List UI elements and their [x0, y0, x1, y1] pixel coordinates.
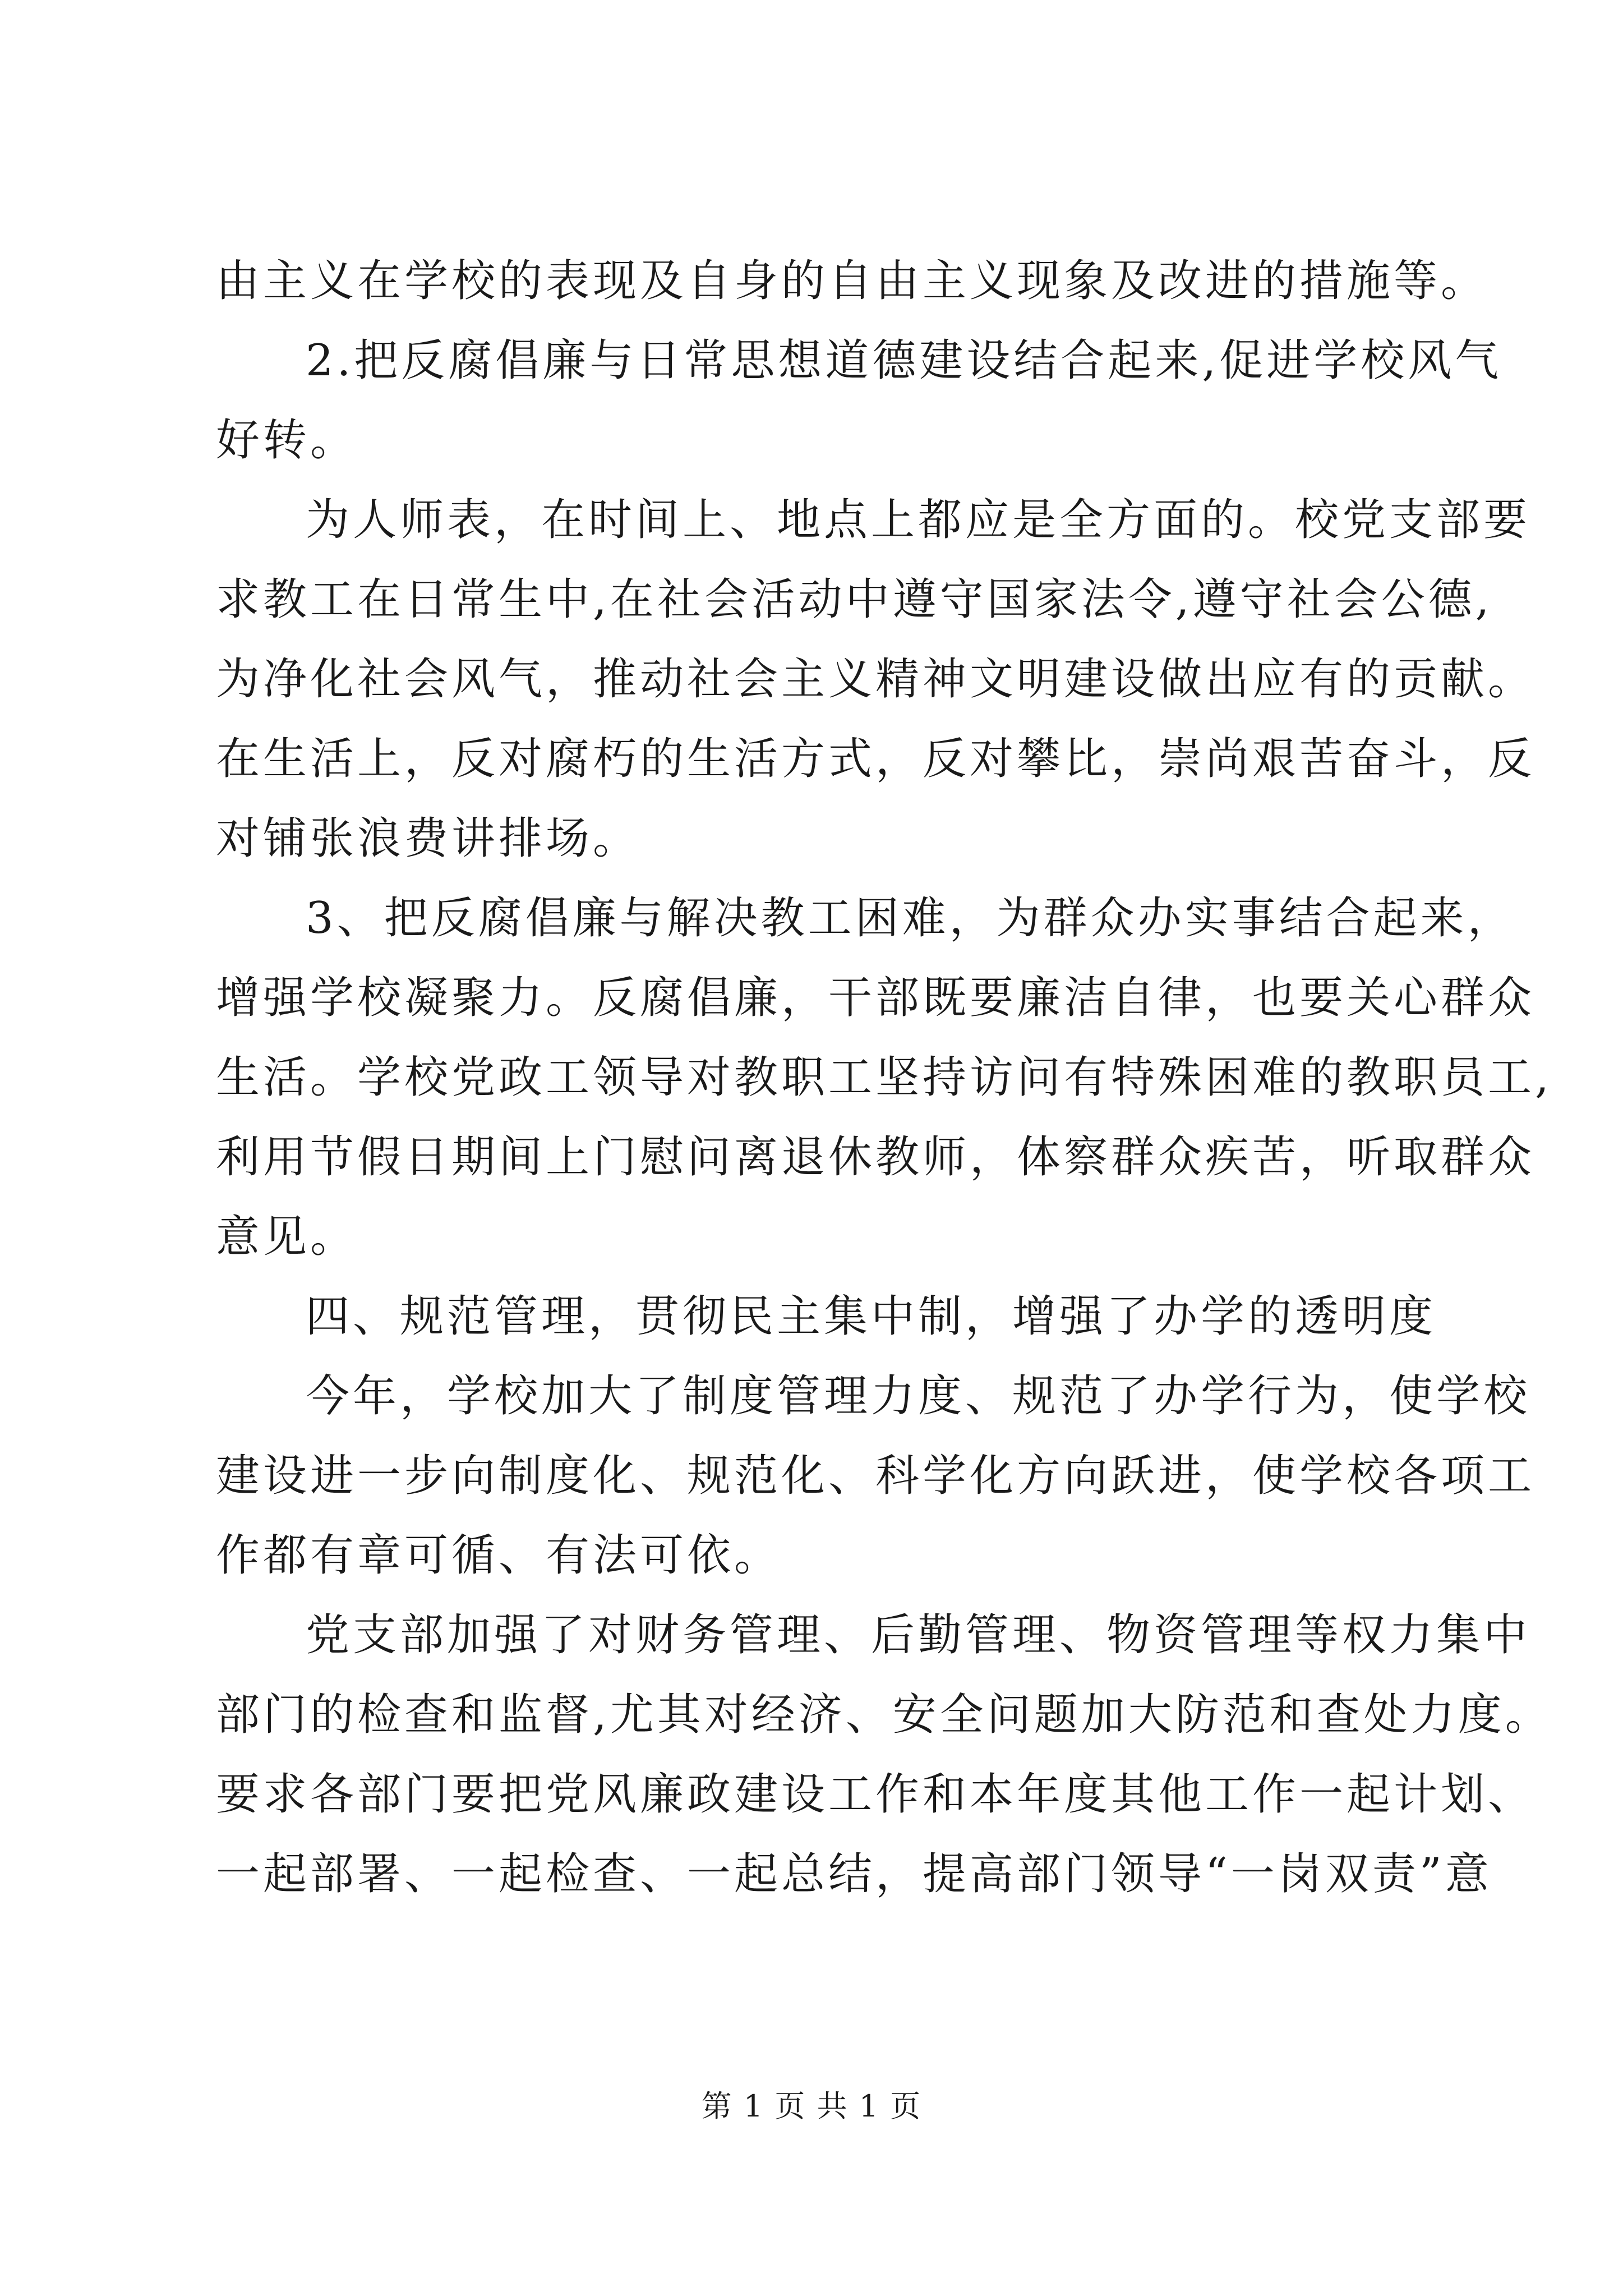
section-heading: 四、规范管理，贯彻民主集中制，增强了办学的透明度 [306, 1291, 1437, 1342]
text-line: 3、把反腐倡廉与解决教工困难，为群众办实事结合起来， [306, 893, 1515, 944]
text-line: 利用节假日期间上门慰问离退休教师，体察群众疾苦，听取群众 [216, 1132, 1536, 1182]
text-line: 生活。学校党政工领导对教职工坚持访问有特殊困难的教职员工, [216, 1052, 1552, 1103]
text-line: 要求各部门要把党风廉政建设工作和本年度其他工作一起计划、 [216, 1769, 1536, 1820]
text-line: 党支部加强了对财务管理、后勤管理、物资管理等权力集中 [306, 1610, 1531, 1660]
text-line: 由主义在学校的表现及自身的自由主义现象及改进的措施等。 [216, 256, 1488, 306]
text-line: 为净化社会风气，推动社会主义精神文明建设做出应有的贡献。 [216, 654, 1536, 705]
text-line: 对铺张浪费讲排场。 [216, 813, 640, 864]
text-line: 增强学校凝聚力。反腐倡廉，干部既要廉洁自律，也要关心群众 [216, 973, 1536, 1023]
text-line: 建设进一步向制度化、规范化、科学化方向跃进，使学校各项工 [216, 1451, 1536, 1501]
text-line: 好转。 [216, 415, 358, 466]
text-line: 今年，学校加大了制度管理力度、规范了办学行为，使学校 [306, 1371, 1531, 1421]
page-number-footer: 第 1 页 共 1 页 [701, 2088, 922, 2124]
document-body [216, 241, 1552, 1914]
text-line: 求教工在日常生中,在社会活动中遵守国家法令,遵守社会公德, [216, 574, 1493, 625]
text-line: 部门的检查和监督,尤其对经济、安全问题加大防范和查处力度。 [216, 1690, 1552, 1740]
text-line: 2.把反腐倡廉与日常思想道德建设结合起来,促进学校风气 [306, 335, 1502, 386]
text-line: 一起部署、一起检查、一起总结，提高部门领导“一岗双责”意 [216, 1849, 1492, 1899]
text-line: 作都有章可循、有法可依。 [216, 1530, 782, 1581]
text-line: 在生活上，反对腐朽的生活方式，反对攀比，崇尚艰苦奋斗，反 [216, 734, 1536, 784]
text-line: 为人师表，在时间上、地点上都应是全方面的。校党支部要 [306, 495, 1531, 545]
text-line: 意见。 [216, 1212, 358, 1262]
